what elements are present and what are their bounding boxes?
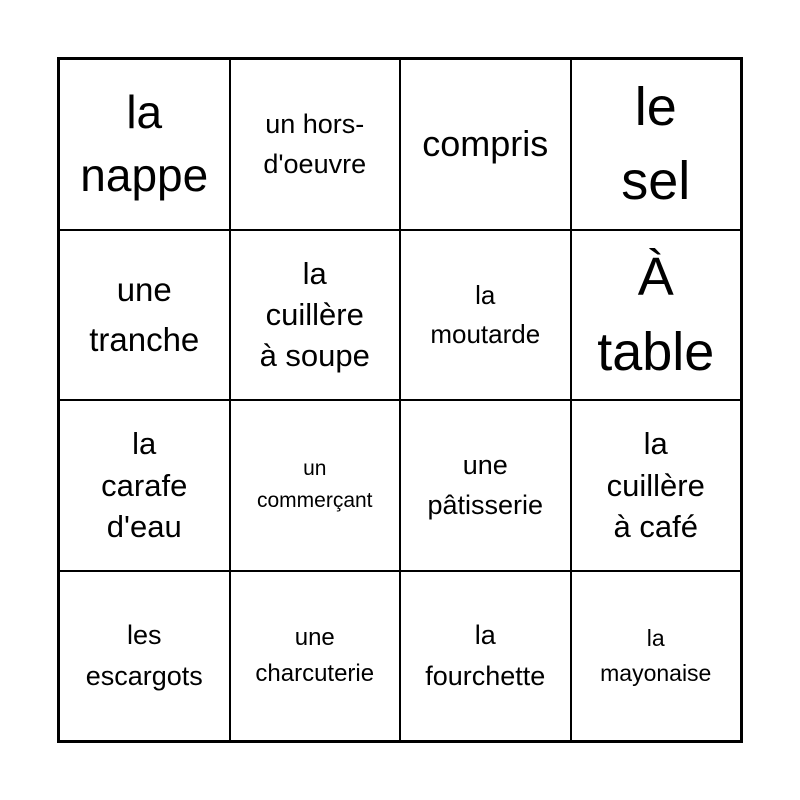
bingo-cell[interactable] <box>59 230 230 401</box>
cell-text: le sel <box>621 76 691 212</box>
cell-text: la fourchette <box>425 620 546 691</box>
cell-text: la cuillère à café <box>606 426 705 544</box>
cell-text: une charcuterie <box>255 624 375 687</box>
bingo-cell[interactable] <box>59 59 230 230</box>
cell-text: la cuillère à soupe <box>259 255 370 374</box>
cell-text: compris <box>422 123 549 165</box>
bingo-cell[interactable] <box>400 59 571 230</box>
bingo-cell[interactable] <box>59 571 230 742</box>
bingo-cell[interactable] <box>571 230 742 401</box>
bingo-cell[interactable] <box>230 400 401 571</box>
cell-text: la mayonaise <box>600 625 712 686</box>
bingo-board <box>57 57 743 743</box>
cell-text: une tranche <box>89 270 200 358</box>
cell-text: la carafe d'eau <box>101 426 188 544</box>
bingo-cell[interactable] <box>571 400 742 571</box>
bingo-cell[interactable] <box>400 400 571 571</box>
bingo-cell[interactable] <box>230 230 401 401</box>
bingo-cell[interactable] <box>400 571 571 742</box>
cell-text: la nappe <box>80 85 209 202</box>
bingo-cell[interactable] <box>571 59 742 230</box>
cell-text: les escargots <box>85 620 203 691</box>
bingo-cell[interactable] <box>59 400 230 571</box>
bingo-cell[interactable] <box>230 59 401 230</box>
cell-text: une pâtisserie <box>427 449 544 521</box>
cell-text: un hors- d'oeuvre <box>263 108 367 180</box>
bingo-cell[interactable] <box>230 571 401 742</box>
cell-text: la moutarde <box>430 279 541 349</box>
bingo-cell[interactable] <box>400 230 571 401</box>
cell-text: À table <box>597 247 715 382</box>
cell-text: un commerçant <box>256 457 373 513</box>
bingo-cell[interactable] <box>571 571 742 742</box>
